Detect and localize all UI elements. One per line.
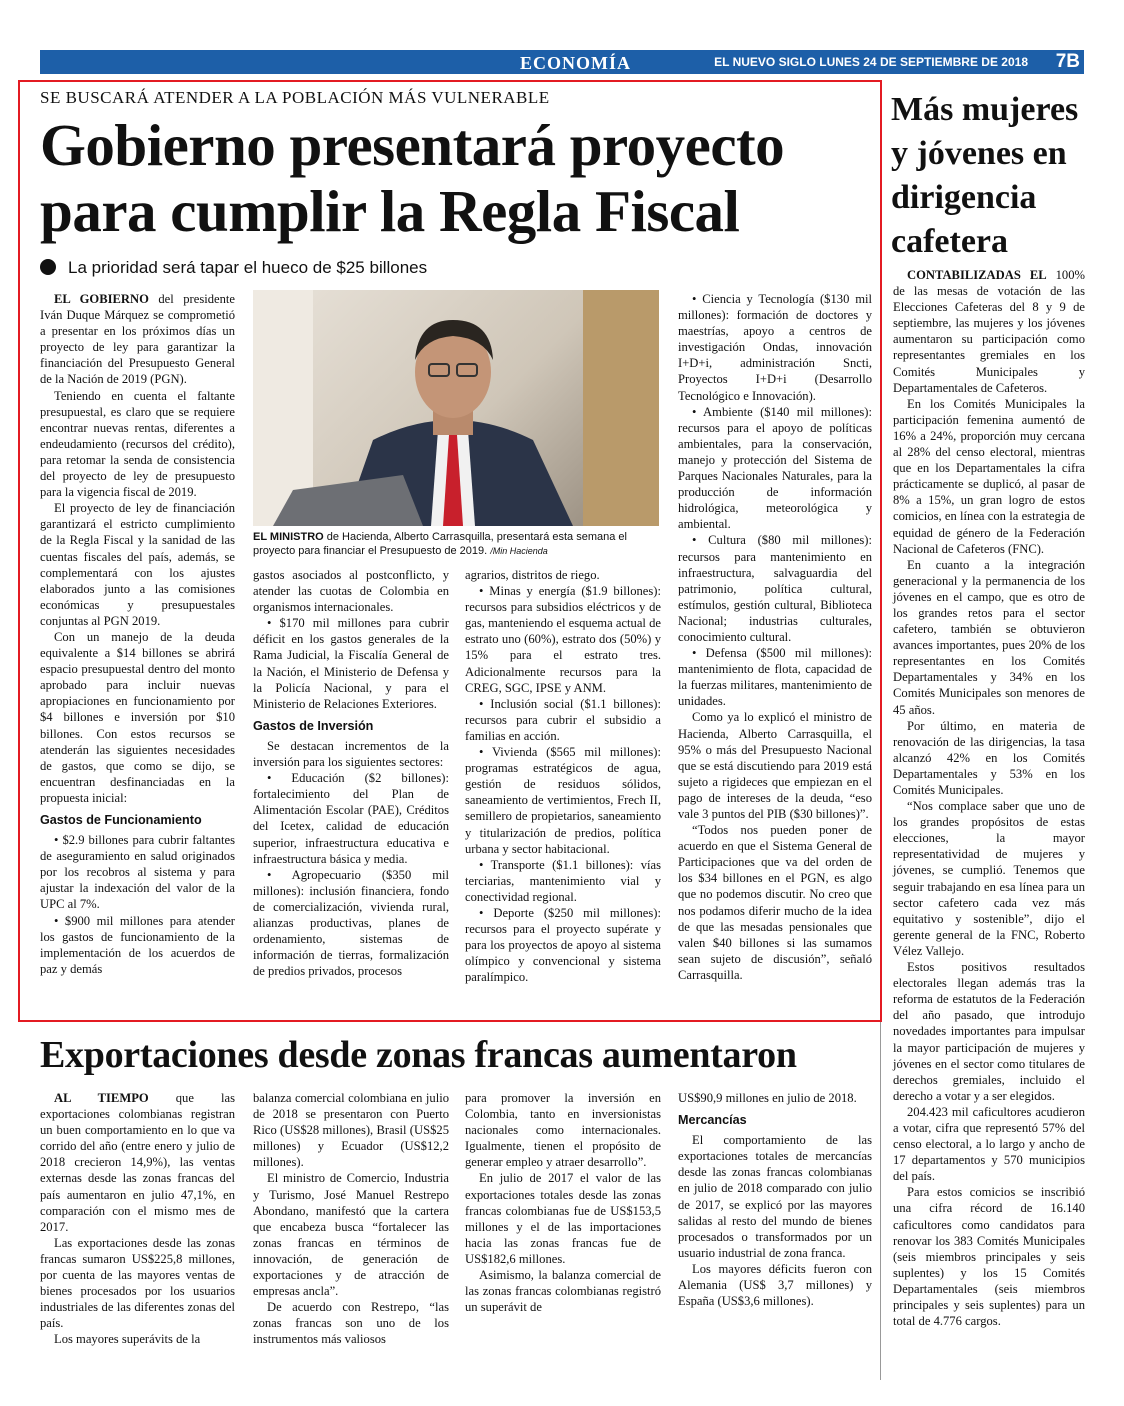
- paragraph: [40, 388, 235, 501]
- paragraph-text: • Cultura ($80 mil millones): recursos para mantenimiento en infraestructura, salvaguardia del patrimonio, política cultural, estímulos, gestión cultural, Biblioteca Nacional; industrias culturales, conocimiento cultural.: [678, 533, 872, 644]
- paragraph: [465, 583, 661, 696]
- paragraph: [40, 500, 235, 629]
- paragraph: [40, 832, 235, 912]
- paragraph-text: US$90,9 millones en julio de 2018.: [678, 1091, 857, 1105]
- paragraph-text: 204.423 mil caficultores acudieron a votar, cifra que representó 57% del censo electoral, a lo largo y ancho de 17 departamentos y 570 municipios del país.: [893, 1104, 1085, 1184]
- caption-lead: EL MINISTRO: [253, 531, 324, 543]
- paragraph: [465, 744, 661, 857]
- paragraph-text: • Minas y energía ($1.9 billones): recursos para subsidios eléctricos y de gas, manteniendo el esquema actual de estrato uno (60%), estrato dos (50%) y 15% para el estrato tres. Adicionalmente recursos para la CREG, SGC, IPSE y ANM.: [465, 584, 661, 695]
- paragraph: [40, 1331, 235, 1347]
- paragraph: [893, 267, 1085, 396]
- paragraph: [253, 1090, 449, 1170]
- subheading: Mercancías: [678, 1113, 747, 1128]
- article-kicker: SE BUSCARÁ ATENDER A LA POBLACIÓN MÁS VULNERABLE: [40, 88, 550, 107]
- paragraph-text: para promover la inversión en Colombia, tanto en inversionistas nacionales como internacionales. Igualmente, tienen el propósito de generar empleo y atraer desarrollo”.: [465, 1091, 661, 1170]
- paragraph-text: El proyecto de ley de financiación garantizará el estricto cumplimiento de la Regla Fiscal y la sanidad de las cuentas fiscales del país, además, se complementará con los ajustes elaborados junto a las comisiones económicas y presupuestales conjuntas al PGN 2019.: [40, 501, 235, 628]
- paragraph-text: En julio de 2017 el valor de las exportaciones totales desde las zonas francas colombianas fue de US$153,5 millones y el de las importaciones hacia las zonas francas fue de US$182,6 millones.: [465, 1171, 661, 1266]
- paragraph: [253, 567, 449, 615]
- bottom-column-3: [465, 1090, 661, 1315]
- paragraph: [253, 738, 449, 770]
- paragraph-text: Para estos comicios se inscribió una cifra récord de 16.140 caficultores como candidatos para renovar los 383 Comités Municipales (seis miembros principales y seis suplentes) y los 15 Comités Departamentales (seis miembros principales y seis suplentes) para un total de 4.776 cargos.: [893, 1185, 1085, 1329]
- paragraph: [465, 905, 661, 985]
- paragraph-text: • $170 mil millones para cubrir déficit en los gastos generales de la Rama Judicial, la Fiscalía General de la Nación, el Ministerio de Defensa y la Policía Nacional, y para el Ministerio de Relaciones Exteriores.: [253, 616, 449, 711]
- paragraph-text: “Nos complace saber que uno de los grandes propósitos de estas elecciones, la mayor representatividad de mujeres y jóvenes, se cumplió. Tenemos que seguir trabajando en esa línea para un sector cafetero cada vez más equitativo y sostenible”, dijo el gerente general de la FNC, Roberto Vélez Vallejo.: [893, 799, 1085, 958]
- paragraph-text: • Deporte ($250 mil millones): recursos para el proyecto supérate y para los proyectos de apoyo al sistema olímpico y convencional y sistema paralímpico.: [465, 905, 661, 985]
- paragraph: [253, 615, 449, 712]
- bottom-column-2: [253, 1090, 449, 1348]
- paragraph: [678, 1090, 872, 1106]
- paragraph: [465, 567, 661, 583]
- paragraph-text: Estos positivos resultados electorales llegan además tras la reforma de estatutos de la Federación del año pasado, que introdujo novedades importantes para impulsar la mayor participación de mujeres y jóvenes en el sector como titulares de derechos gremiales, incluido el derecho a votar y a ser elegidos.: [893, 960, 1085, 1103]
- paragraph: [40, 913, 235, 977]
- bottom-column-1: [40, 1090, 235, 1348]
- paragraph-text: balanza comercial colombiana en julio de 2018 se presentaron con Puerto Rico (US$28 millones), Brasil (US$25 millones) y Ecuador (US$12,2 millones).: [253, 1091, 449, 1170]
- article-column-1: [40, 291, 235, 977]
- paragraph-text: gastos asociados al postconflicto, y atender las cuotas de Colombia en organismos internacionales.: [253, 568, 449, 615]
- subheading: Gastos de Funcionamiento: [40, 813, 202, 827]
- paragraph-text: Con un manejo de la deuda equivalente a $14 billones se abrirá espacio presupuestal dentro del monto aprobado para incluir nuevas apropiaciones en funcionamiento por $4 billones e inversión por $10 billones. Con estos recursos se atenderán las siguientes necesidades de gastos, que como se dijo, se encuentran desfinanciadas en la propuesta inicial:: [40, 629, 235, 805]
- paragraph-text: • Ambiente ($140 mil millones): recursos para el apoyo de políticas ambientales, para la conservación, manejo y protección del Sistema de Parques Nacionales Naturales, para la producción de información hidrológica, meteorológica y ambiental.: [678, 404, 872, 532]
- paragraph: [465, 1170, 661, 1267]
- paragraph-text: • Transporte ($1.1 billones): vías terciarias, mantenimiento vial y conectividad regional.: [465, 857, 661, 904]
- paragraph: [678, 645, 872, 709]
- paragraph: [893, 557, 1085, 718]
- paragraph-text: En cuanto a la integración generacional y la permanencia de los jóvenes en el campo, que es otro de los grandes retos para el sector cafetero, también se obtuvieron avances importantes, pues 20% de los representantes en los Comités Departamentales y 34% en los Comités Municipales son menores de 45 años.: [893, 557, 1085, 717]
- minister-photo: [253, 290, 659, 526]
- paragraph: [678, 532, 872, 645]
- paragraph: [678, 404, 872, 533]
- paragraph-text: Los mayores déficits fueron con Alemania (US$ 3,7 millones) y España (US$3,6 millones).: [678, 1261, 872, 1309]
- paragraph: [893, 718, 1085, 798]
- paragraph: [253, 1170, 449, 1299]
- paragraph-text: Las exportaciones desde las zonas francas sumaron US$225,8 millones, por cuenta de las mayores ventas de bienes procesados por los usuarios industriales de las diferentes zonas del país.: [40, 1235, 235, 1331]
- paragraph-text: • $2.9 billones para cubrir faltantes de aseguramiento en salud originados por los recobros al sistema y para ajustar la indexación del valor de la UPC al 7%.: [40, 833, 235, 912]
- paragraph: [253, 770, 449, 867]
- article-column-4: [678, 291, 872, 983]
- paragraph-lead: EL GOBIERNO: [54, 292, 149, 306]
- subheading: Gastos de Inversión: [253, 718, 374, 733]
- paragraph-text: Asimismo, la balanza comercial de las zonas francas colombianas registró un superávit de: [465, 1268, 661, 1315]
- paragraph-text: En los Comités Municipales la participación femenina aumentó de 16% a 24%, proporción muy cercana al 28% del censo electoral, mientras que en los Departamentales la cifra prácticamente se duplicó, al pasar de 8% a 15%, un gran logro de estos comicios, en línea con la estrategia de equidad de género de la Federación Nacional de Cafeteros (FNC).: [893, 396, 1085, 556]
- paragraph-text: “Todos nos pueden poner de acuerdo en que el Sistema General de Participaciones que va del orden de los $34 billones en el PGN, es algo que no podemos discutir. No creo que nos podamos diferir mucho de la idea de que las mesadas pensionales que valen $40 billones si las sumamos sean sujeto de discusión”, señaló Carrasquilla.: [678, 823, 872, 982]
- paragraph-text: • Inclusión social ($1.1 billones): recursos para cubrir el subsidio a familias en acción.: [465, 696, 661, 743]
- subhead-text: La prioridad será tapar el hueco de $25 billones: [68, 258, 428, 277]
- paragraph-text: Los mayores superávits de la: [54, 1332, 201, 1347]
- sidebar-article-body: [893, 267, 1085, 1329]
- paragraph: [678, 1261, 872, 1309]
- paragraph-text: 100% de las mesas de votación de las Elecciones Cafeteras del 8 y 9 de septiembre, las mujeres y los jóvenes aumentaron su participación como representantes gremiales en los Comités Municipales y Departamentales de Cafeteros.: [893, 268, 1085, 395]
- paragraph: [253, 867, 449, 980]
- paragraph: [465, 1267, 661, 1315]
- paragraph: [40, 629, 235, 806]
- paragraph-text: Se destacan incrementos de la inversión para los siguientes sectores:: [253, 738, 449, 770]
- section-header-bar: [40, 50, 1084, 74]
- paragraph-text: • Ciencia y Tecnología ($130 mil millones): formación de doctores y maestrías, apoyo a centros de investigación Ondas, innovación I+D+i, administración Sncti, Proyectos I+D+i (Desarrollo Tecnológico e Innovación).: [678, 292, 872, 403]
- article-column-2: [253, 567, 449, 979]
- paragraph-lead: AL TIEMPO: [54, 1091, 149, 1105]
- paragraph-lead: CONTABILIZADAS EL: [907, 268, 1047, 282]
- article-headline: Gobierno presentará proyecto para cumplir la Regla Fiscal: [40, 112, 785, 244]
- paragraph: [893, 1184, 1085, 1329]
- paragraph-text: agrarios, distritos de riego.: [465, 568, 600, 582]
- paragraph: [893, 1104, 1085, 1184]
- article-subhead: [40, 258, 427, 278]
- paragraph: [253, 1299, 449, 1347]
- paragraph: [465, 1090, 661, 1170]
- sidebar-headline: Más mujeres y jóvenes en dirigencia cafetera: [891, 91, 1079, 260]
- paragraph: [678, 291, 872, 404]
- paragraph: [40, 291, 235, 388]
- paragraph: [678, 1132, 872, 1261]
- paragraph-text: del presidente Iván Duque Márquez se comprometió a presentar en los próximos días un proyecto de ley para garantizar la financiación del Presupuesto General de la Nación de 2019 (PGN).: [40, 292, 235, 387]
- paragraph-text: • $900 mil millones para atender los gastos de funcionamiento de la implementación de los acuerdos de paz y demás: [40, 913, 235, 976]
- paragraph-text: Como ya lo explicó el ministro de Hacienda, Alberto Carrasquilla, el 95% o más del Presupuesto Nacional que se está discutiendo para 2019 está sujeto a rigideces que empiezan en el pago de intereses de la deuda, “eso vale 3 puntos del PIB ($30 billones)”.: [678, 710, 872, 821]
- caption-text: de Hacienda, Alberto Carrasquilla, presentará esta semana el proyecto para financiar el Presupuesto de 2019.: [253, 531, 627, 557]
- bottom-column-4: [678, 1090, 872, 1309]
- photo-credit: /Min Hacienda: [490, 546, 548, 556]
- paragraph: [678, 822, 872, 983]
- paragraph-text: • Educación ($2 billones): fortalecimiento del Plan de Alimentación Escolar (PAE), Créditos del Icetex, calidad de educación superior, infraestructura educativa e infraestructura básica y media.: [253, 771, 449, 866]
- paragraph-text: • Agropecuario ($350 mil millones): inclusión financiera, fondo de comercialización, vivienda rural, alianzas productivas, planes de ordenamiento, sistemas de información de tierras, formalización de predios privados, procesos: [253, 867, 449, 979]
- paragraph-text: El comportamiento de las exportaciones totales de mercancías desde las zonas francas colombianas en julio de 2018 comparado con julio de 2017, se explicó por las mayores salidas al resto del mundo de bienes procesados o transformados por un usuario industrial de zona franca.: [678, 1133, 872, 1260]
- paragraph: [465, 696, 661, 744]
- paragraph: [678, 709, 872, 822]
- masthead-date: EL NUEVO SIGLO LUNES 24 DE SEPTIEMBRE DE 2018: [714, 55, 1028, 69]
- paragraph-text: Por último, en materia de renovación de las dirigencias, la tasa alcanzó 42% en los Comités Departamentales y 53% en los Comités Municipales.: [893, 718, 1085, 797]
- paragraph: [40, 1090, 235, 1235]
- paragraph: [465, 857, 661, 905]
- paragraph-text: • Defensa ($500 mil millones): mantenimiento de flota, capacidad de la fuerzas militares, mantenimiento de unidades.: [678, 646, 872, 709]
- bottom-article-headline: Exportaciones desde zonas francas aumentaron: [40, 1034, 797, 1076]
- article-column-3: [465, 567, 661, 985]
- paragraph: [40, 1235, 235, 1332]
- page-number: 7B: [1055, 51, 1080, 72]
- paragraph-text: Teniendo en cuenta el faltante presupuestal, es claro que se requiere encontrar nuevas rentas, diferentes a endeudamiento (recursos del crédito), para retomar la senda de consistencia del proyecto de ley de presupuesto para la vigencia fiscal de 2019.: [40, 388, 235, 500]
- photo-caption: [253, 530, 663, 558]
- paragraph: [893, 959, 1085, 1104]
- paragraph-text: • Vivienda ($565 mil millones): programas estratégicos de agua, gestión de residuos sólidos, saneamiento de vertimientos, Frech II, semillero de propietarios, saneamiento y titularización de predios, política urbana y sector habitacional.: [465, 745, 661, 856]
- paragraph-text: De acuerdo con Restrepo, “las zonas francas son uno de los instrumentos más valiosos: [253, 1300, 449, 1347]
- paragraph-text: El ministro de Comercio, Industria y Turismo, José Manuel Restrepo Abondano, manifestó que la cartera que encabeza busca “fortalecer las zonas francas en términos de innovación, de generación de exportaciones y de atracción de empresas ancla”.: [253, 1171, 449, 1299]
- paragraph-text: que las exportaciones colombianas registran un buen comportamiento en lo que va corrido del año (entre enero y julio de 2018 crecieron 14,9%), las ventas externas desde las zonas francas del país aumentaron en julio 47,1%, en comparación con el mismo mes de 2017.: [40, 1091, 235, 1234]
- paragraph: [893, 396, 1085, 557]
- bullet-icon: [40, 259, 56, 275]
- minister-portrait-illustration: [253, 290, 659, 526]
- section-name: ECONOMÍA: [520, 53, 631, 73]
- paragraph: [893, 798, 1085, 959]
